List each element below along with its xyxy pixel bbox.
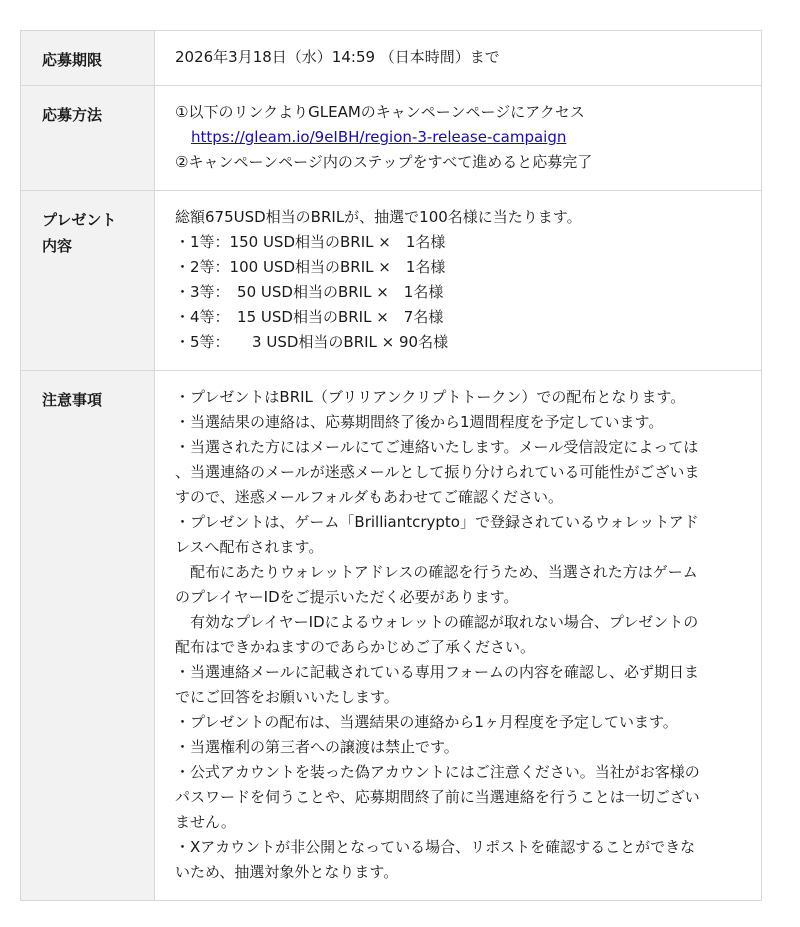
method-step-1: ①以下のリンクよりGLEAMのキャンペーンページにアクセス	[175, 103, 585, 121]
prize-label-line-2: 内容	[42, 237, 73, 255]
note-line: 配布はできかねますのであらかじめご了承ください。	[175, 638, 536, 656]
note-line: のプレイヤーIDをご提示いただく必要があります。	[175, 588, 519, 606]
deadline-row	[21, 31, 762, 86]
note-line: ・当選連絡メールに記載されている専用フォームの内容を確認し、必ず期日ま	[175, 663, 699, 681]
method-step-2: ②キャンペーンページ内のステップをすべて進めると応募完了	[175, 153, 593, 171]
note-line: 配布にあたりウォレットアドレスの確認を行うため、当選された方はゲーム	[175, 563, 698, 581]
campaign-link[interactable]: https://gleam.io/9eIBH/region-3-release-campaign	[191, 128, 567, 146]
note-line: ・プレゼントはBRIL（ブリリアンクリプトトークン）での配布となります。	[175, 388, 686, 406]
deadline-text: 2026年3月18日（水）14:59 （日本時間）まで	[175, 48, 500, 66]
method-row	[21, 86, 762, 191]
notes-label: 注意事項	[21, 371, 155, 901]
note-line: すので、迷惑メールフォルダもあわせてご確認ください。	[175, 488, 564, 506]
prize-value	[155, 191, 762, 371]
prize-label	[21, 191, 155, 371]
campaign-info-table	[20, 30, 762, 901]
prize-tier: ・1等：150 USD相当のBRIL × 1名様	[175, 233, 446, 251]
prize-tier: ・3等： 50 USD相当のBRIL × 1名様	[175, 283, 444, 301]
notes-row	[21, 371, 762, 901]
prize-tier: ・5等： 3 USD相当のBRIL × 90名様	[175, 333, 449, 351]
prize-label-line-1: プレゼント	[42, 211, 117, 229]
note-line: ・当選結果の連絡は、応募期間終了後から1週間程度を予定しています。	[175, 413, 664, 431]
prize-summary: 総額675USD相当のBRILが、抽選で100名様に当たります。	[175, 208, 582, 226]
note-line: レスへ配布されます。	[175, 538, 324, 556]
note-line: ・公式アカウントを装った偽アカウントにはご注意ください。当社がお客様の	[175, 763, 700, 781]
method-value	[155, 86, 762, 191]
method-label: 応募方法	[21, 86, 155, 191]
note-line: 、当選連絡のメールが迷惑メールとして振り分けられている可能性がございま	[175, 463, 700, 481]
note-line: パスワードを伺うことや、応募期間終了前に当選連絡を行うことは一切ござい	[175, 788, 700, 806]
campaign-link-line	[175, 125, 751, 150]
note-line: ・当選された方にはメールにてご連絡いたします。メール受信設定によっては	[175, 438, 699, 456]
note-line: ません。	[175, 813, 236, 831]
prize-row	[21, 191, 762, 371]
note-line: 有効なプレイヤーIDによるウォレットの確認が取れない場合、プレゼントの	[175, 613, 699, 631]
prize-tier: ・4等： 15 USD相当のBRIL × 7名様	[175, 308, 444, 326]
note-line: ・プレゼントは、ゲーム「Brilliantcrypto」で登録されているウォレットアド	[175, 513, 699, 531]
prize-tier: ・2等：100 USD相当のBRIL × 1名様	[175, 258, 446, 276]
note-line: ・当選権利の第三者への譲渡は禁止です。	[175, 738, 459, 756]
note-line: ・プレゼントの配布は、当選結果の連絡から1ヶ月程度を予定しています。	[175, 713, 678, 731]
notes-value	[155, 371, 762, 901]
deadline-value	[155, 31, 762, 86]
note-line: でにご回答をお願いいたします。	[175, 688, 399, 706]
deadline-label: 応募期限	[21, 31, 155, 86]
note-line: ・Xアカウントが非公開となっている場合、リポストを確認することができな	[175, 838, 696, 856]
note-line: いため、抽選対象外となります。	[175, 863, 399, 881]
